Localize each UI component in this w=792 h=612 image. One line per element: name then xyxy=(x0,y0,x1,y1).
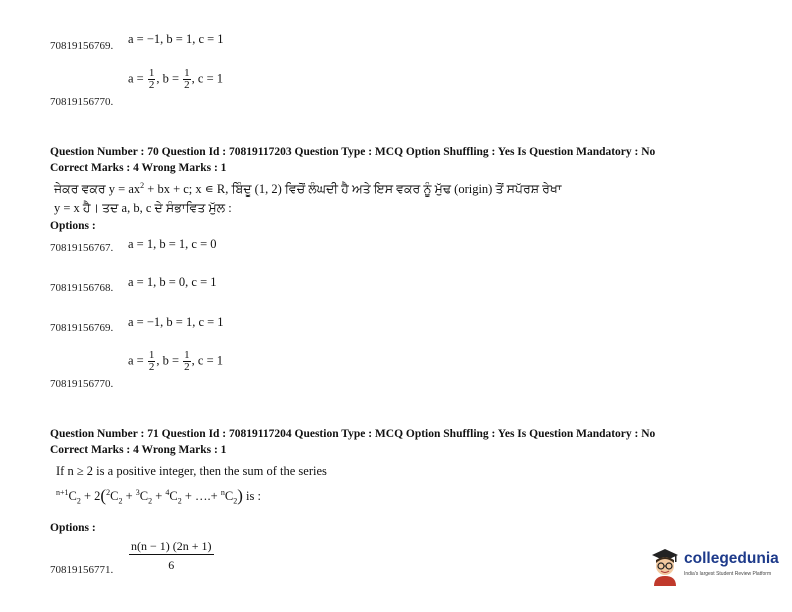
fraction: $\frac{1}{2}$ xyxy=(148,349,155,373)
fraction: $\frac{1}{2}$ xyxy=(148,67,155,91)
option-id: 70819156771. xyxy=(50,564,114,576)
option-text: a = $\frac{1}{2}$ , b = $\frac{1}{2}$ , c = 1 xyxy=(128,349,224,373)
option-id: 70819156767. xyxy=(50,242,114,254)
logo-wordmark: collegedunia xyxy=(684,550,779,567)
fraction: $\frac{n(n - 1) (2n + 1)}{6}$ xyxy=(131,539,212,572)
collegedunia-logo xyxy=(648,546,788,588)
series-expression: $^{n+1}C_2 + 2(^2C_2 + ^3C_2 + ^4C_2$ + ….+ $^nC_2$) is : xyxy=(56,486,261,506)
option-id: 70819156768. xyxy=(50,282,114,294)
question-text: ਜੇਕਰ ਵਕਰ $y = ax^2$ + bx + c; x ∊ R, ਬਿੰਦੂ (1, 2) ਵਿਚੋਂ ਲੰਘਦੀ ਹੈ ਅਤੇ ਇਸ ਵਕਰ ਨੂੰ ਮੁੱਢ (origin) ਤੋਂ ਸਪੱਰਸ਼ ਰੇਖਾ xyxy=(54,181,562,197)
fraction: $\frac{1}{2}$ xyxy=(184,67,190,91)
option-text: a = $\frac{1}{2}$ , b = $\frac{1}{2}$ , c = 1 xyxy=(128,67,224,91)
logo-tagline: India's largest Student Review Platform xyxy=(684,571,772,577)
question-text: If n ≥ 2 is a positive integer, then the sum of the series xyxy=(56,464,327,478)
option-text xyxy=(128,540,215,571)
option-id: 70819156769. xyxy=(50,322,114,334)
option-id: 70819156769. xyxy=(50,40,114,52)
question-meta: Question Number : 70 Question Id : 70819117203 Question Type : MCQ Option Shuffling : Yes Is Question Mandatory : No xyxy=(50,146,656,158)
option-text: a = 1, b = 1, c = 0 xyxy=(128,237,217,251)
question-meta: Question Number : 71 Question Id : 70819117204 Question Type : MCQ Option Shuffling : Yes Is Question Mandatory : No xyxy=(50,428,656,440)
question-text: y = x ਹੈ। ਤਦ a, b, c ਦੇ ਸੰਭਾਵਿਤ ਮੁੱਲ : xyxy=(54,201,232,215)
question-marks: Correct Marks : 4 Wrong Marks : 1 xyxy=(50,444,227,456)
option-id: 70819156770. xyxy=(50,378,114,390)
option-id: 70819156770. xyxy=(50,96,114,108)
options-label: Options : xyxy=(50,220,96,232)
option-text: a = 1, b = 0, c = 1 xyxy=(128,275,217,289)
option-text: a = −1, b = 1, c = 1 xyxy=(128,32,224,46)
question-marks: Correct Marks : 4 Wrong Marks : 1 xyxy=(50,162,227,174)
options-label: Options : xyxy=(50,522,96,534)
fraction: $\frac{1}{2}$ xyxy=(184,349,190,373)
option-text: a = −1, b = 1, c = 1 xyxy=(128,315,224,329)
student-mascot-icon xyxy=(648,546,682,586)
